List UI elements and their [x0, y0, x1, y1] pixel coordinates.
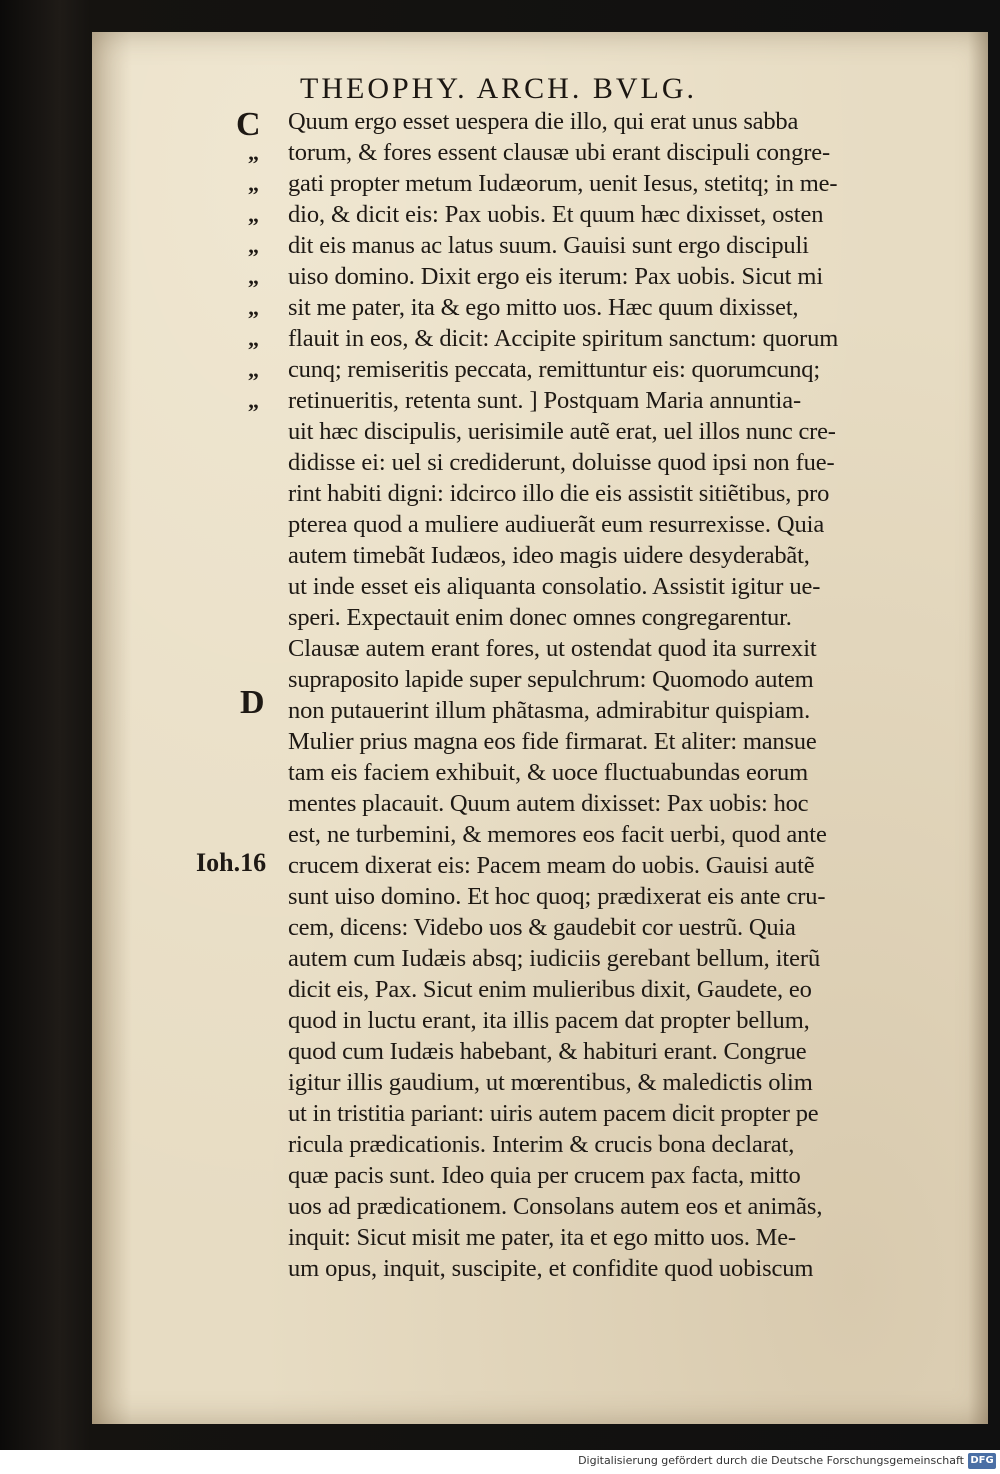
margin-letter-d: D [240, 684, 265, 721]
margin-quote-mark: „ [248, 171, 259, 196]
text-line: rint habiti digni: idcirco illo die eis assistit sitiẽtibus, pro [288, 480, 830, 507]
margin-quote-mark: „ [248, 202, 259, 227]
text-line: non putauerint illum phãtasma, admirabitur quispiam. [288, 697, 811, 724]
text-line: autem cum Iudæis absq; iudiciis gerebant bellum, iterũ [288, 945, 821, 972]
text-line: torum, & fores essent clausæ ubi erant discipuli congre- [288, 139, 831, 166]
text-line: dio, & dicit eis: Pax uobis. Et quum hæc dixisset, osten [288, 201, 824, 228]
footer-credit: Digitalisierung gefördert durch die Deutsche Forschungsgemeinschaft [578, 1454, 964, 1467]
text-line: igitur illis gaudium, ut mœrentibus, & maledictis olim [288, 1069, 813, 1096]
text-line: ut inde esset eis aliquanta consolatio. Assistit igitur ue- [288, 573, 821, 600]
running-head: THEOPHY. ARCH. BVLG. [300, 72, 697, 105]
text-line: quod cum Iudæis habebant, & habituri erant. Congrue [288, 1038, 807, 1065]
text-line: autem timebãt Iudæos, ideo magis uidere desyderabãt, [288, 542, 810, 569]
text-line: crucem dixerat eis: Pacem meam do uobis. Gauisi autẽ [288, 852, 815, 879]
text-line: sit me pater, ita & ego mitto uos. Hæc quum dixisset, [288, 294, 799, 321]
footer-bar [0, 1450, 1000, 1474]
text-line: inquit: Sicut misit me pater, ita et ego mitto uos. Me- [288, 1224, 796, 1251]
text-line: quod in luctu erant, ita illis pacem dat propter bellum, [288, 1007, 810, 1034]
margin-letter-c: C [236, 106, 261, 143]
margin-quote-mark: „ [248, 326, 259, 351]
margin-quote-mark: „ [248, 295, 259, 320]
text-line: cem, dicens: Videbo uos & gaudebit cor uestrũ. Quia [288, 914, 796, 941]
margin-quote-mark: „ [248, 357, 259, 382]
text-line: didisse ei: uel si crediderunt, doluisse quod ipsi non fue- [288, 449, 835, 476]
text-line: cunq; remiseritis peccata, remittuntur eis: quorumcunq; [288, 356, 820, 383]
text-line: um opus, inquit, suscipite, et confidite quod uobiscum [288, 1255, 814, 1282]
text-line: ricula prædicationis. Interim & crucis bona declarat, [288, 1131, 795, 1158]
margin-quote-mark: „ [248, 233, 259, 258]
text-line: retinueritis, retenta sunt. ] Postquam Maria annuntia- [288, 387, 802, 414]
text-line: Quum ergo esset uespera die illo, qui erat unus sabba [288, 108, 799, 135]
text-line: Clausæ autem erant fores, ut ostendat quod ita surrexit [288, 635, 817, 662]
text-line: Mulier prius magna eos fide firmarat. Et aliter: mansue [288, 728, 817, 755]
margin-quote-mark: „ [248, 264, 259, 289]
text-line: flauit in eos, & dicit: Accipite spiritum sanctum: quorum [288, 325, 839, 352]
text-line: mentes placauit. Quum autem dixisset: Pax uobis: hoc [288, 790, 809, 817]
margin-reference: Ioh.16 [196, 848, 267, 877]
margin-quote-mark: „ [248, 388, 259, 413]
main-text [288, 106, 980, 1284]
text-line: gati propter metum Iudæorum, uenit Iesus, stetitq; in me- [288, 170, 838, 197]
text-line: dicit eis, Pax. Sicut enim mulieribus dixit, Gaudete, eo [288, 976, 812, 1003]
text-line: sunt uiso domino. Et hoc quoq; prædixerat eis ante cru- [288, 883, 826, 910]
text-line: uit hæc discipulis, uerisimile autẽ erat, uel illos nunc cre- [288, 418, 836, 445]
text-line: speri. Expectauit enim donec omnes congregarentur. [288, 604, 792, 631]
margin-quote-mark: „ [248, 140, 259, 165]
text-line: uos ad prædicationem. Consolans autem eos et animãs, [288, 1193, 823, 1220]
text-line: ut in tristitia pariant: uiris autem pacem dicit propter pe [288, 1100, 819, 1127]
text-line: tam eis faciem exhibuit, & uoce fluctuabundas eorum [288, 759, 809, 786]
text-line: est, ne turbemini, & memores eos facit uerbi, quod ante [288, 821, 827, 848]
text-line: supraposito lapide super sepulchrum: Quomodo autem [288, 666, 814, 693]
dfg-logo: DFG [968, 1453, 996, 1469]
text-line: quæ pacis sunt. Ideo quia per crucem pax facta, mitto [288, 1162, 801, 1189]
text-line: uiso domino. Dixit ergo eis iterum: Pax uobis. Sicut mi [288, 263, 824, 290]
text-line: dit eis manus ac latus suum. Gauisi sunt ergo discipuli [288, 232, 809, 259]
text-line: pterea quod a muliere audiuerãt eum resurrexisse. Quia [288, 511, 825, 538]
